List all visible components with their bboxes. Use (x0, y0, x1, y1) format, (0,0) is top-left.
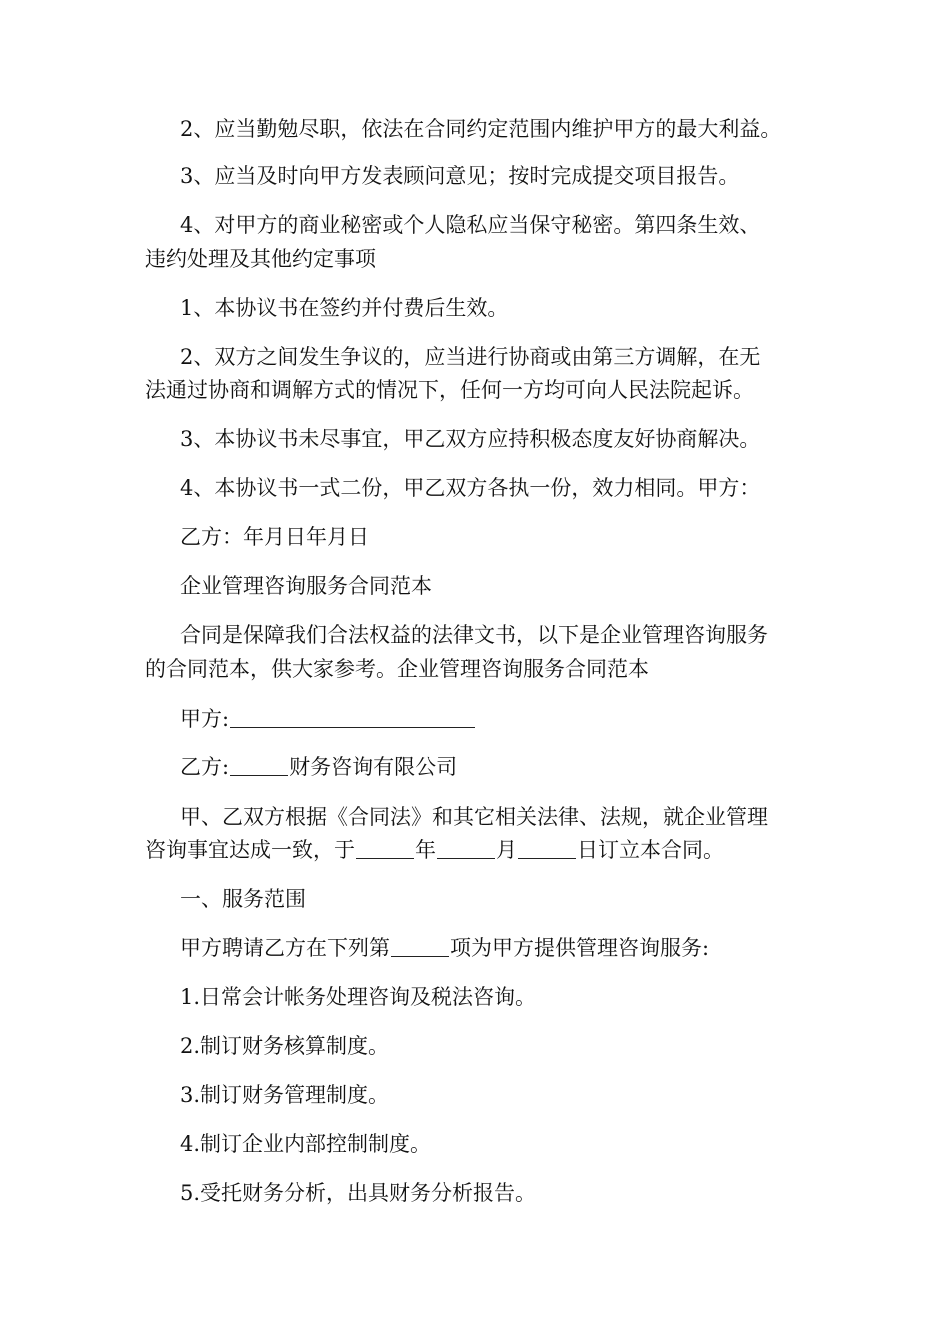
service-item: 1.日常会计帐务处理咨询及税法咨询。 (180, 985, 537, 1009)
obligation-item-4-line-1: 4、对甲方的商业秘密或个人隐私应当保守秘密。第四条生效、 (180, 213, 761, 237)
signature-line: 乙方：年月日年月日 (180, 525, 369, 549)
article4-item-2-line-2: 法通过协商和调解方式的情况下，任何一方均可向人民法院起诉。 (145, 378, 754, 402)
service-item: 5.受托财务分析，出具财务分析报告。 (180, 1181, 537, 1205)
party-a-line (180, 702, 870, 736)
party-b-company: 财务咨询有限公司 (289, 755, 458, 779)
basis-line-2 (145, 833, 835, 867)
day-suffix: 日订立本合同。 (577, 838, 724, 862)
party-a-blank[interactable] (230, 705, 475, 728)
document-title: 企业管理咨询服务合同范本 (180, 574, 432, 598)
year-blank[interactable] (356, 836, 414, 859)
basis-line-1: 甲、乙双方根据《合同法》和其它相关法律、法规，就企业管理 (180, 805, 768, 829)
month-label: 月 (496, 838, 517, 862)
services-intro-suffix: 项为甲方提供管理咨询服务: (450, 936, 710, 960)
obligation-item-4-line-2: 违约处理及其他约定事项 (145, 247, 376, 271)
article4-item-1: 1、本协议书在签约并付费后生效。 (180, 296, 509, 320)
article4-item-4: 4、本协议书一式二份，甲乙双方各执一份，效力相同。甲方： (180, 476, 761, 500)
service-item: 4.制订企业内部控制制度。 (180, 1132, 432, 1156)
basis-prefix: 咨询事宜达成一致，于 (145, 838, 355, 862)
month-blank[interactable] (437, 836, 495, 859)
article4-item-2-line-1: 2、双方之间发生争议的，应当进行协商或由第三方调解，在无 (180, 345, 761, 369)
article4-item-3: 3、本协议书未尽事宜，甲乙双方应持积极态度友好协商解决。 (180, 427, 761, 451)
party-b-blank[interactable] (230, 753, 288, 776)
intro-line-2: 的合同范本，供大家参考。企业管理咨询服务合同范本 (145, 657, 649, 681)
year-label: 年 (415, 838, 436, 862)
services-item-blank[interactable] (391, 934, 449, 957)
day-blank[interactable] (518, 836, 576, 859)
service-item: 2.制订财务核算制度。 (180, 1034, 390, 1058)
party-a-label: 甲方: (180, 707, 230, 731)
party-b-label: 乙方: (180, 755, 230, 779)
services-intro (180, 931, 870, 965)
obligation-item-2: 2、应当勤勉尽职，依法在合同约定范围内维护甲方的最大利益。 (180, 117, 782, 141)
party-b-line (180, 750, 870, 784)
intro-line-1: 合同是保障我们合法权益的法律文书，以下是企业管理咨询服务 (180, 623, 768, 647)
section-1-title: 一、服务范围 (180, 887, 306, 911)
service-item: 3.制订财务管理制度。 (180, 1083, 390, 1107)
services-intro-prefix: 甲方聘请乙方在下列第 (180, 936, 390, 960)
obligation-item-3: 3、应当及时向甲方发表顾问意见；按时完成提交项目报告。 (180, 164, 740, 188)
